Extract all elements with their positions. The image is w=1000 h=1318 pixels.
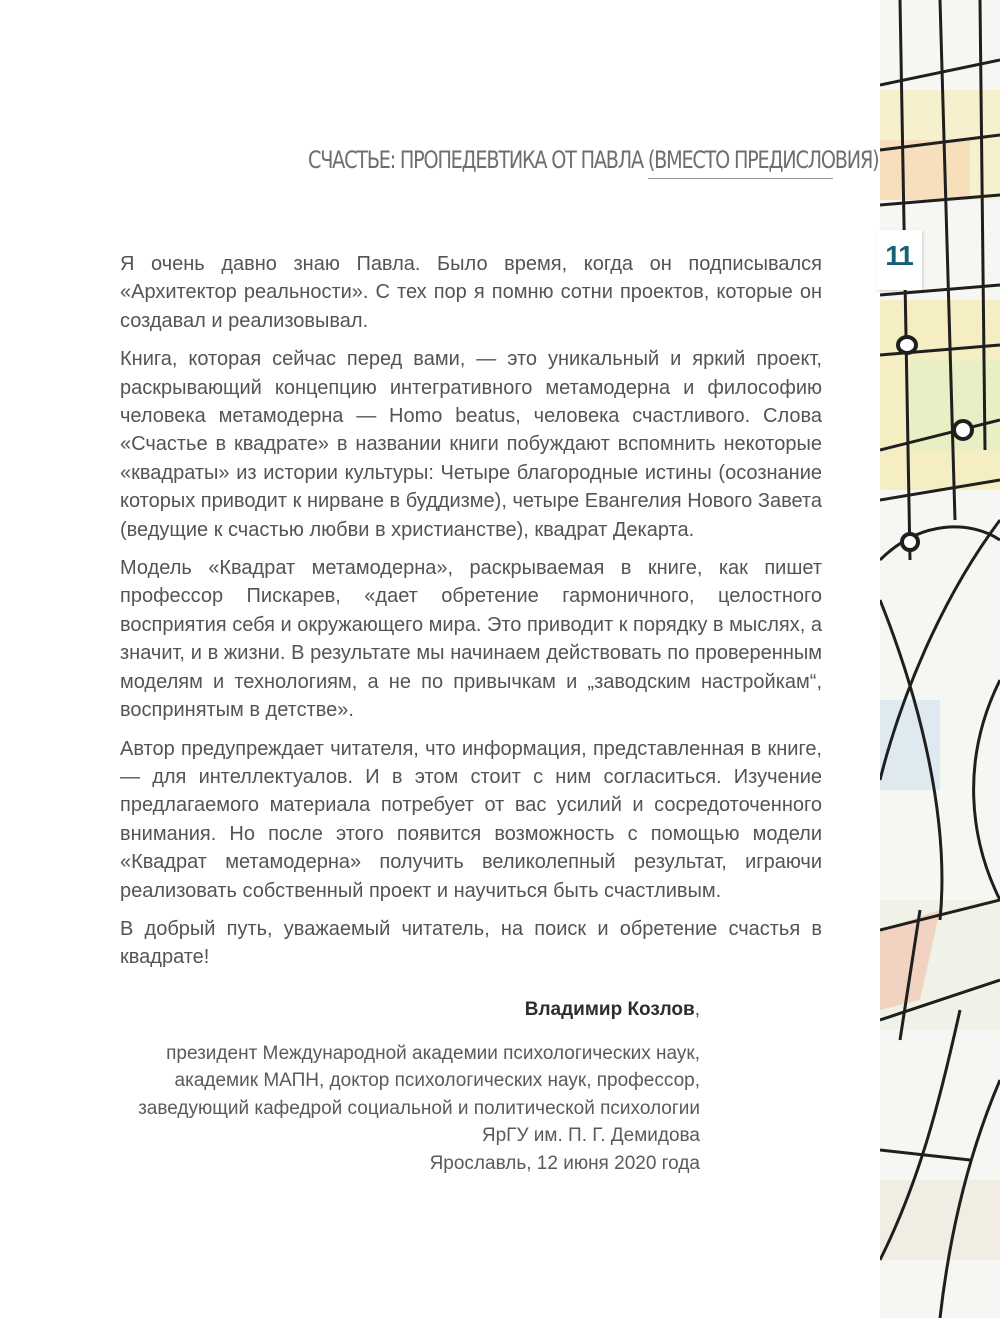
page-number: 11 — [885, 240, 913, 271]
decorative-artwork — [880, 0, 1000, 1318]
credential-line: президент Международной академии психологических наук, — [166, 1042, 700, 1064]
signature-block — [138, 996, 700, 1177]
credential-line: заведующий кафедрой социальной и политической психологии — [138, 1097, 700, 1119]
author-name-comma: , — [694, 999, 700, 1020]
running-header: СЧАСТЬЕ: ПРОПЕДЕВТИКА ОТ ПАВЛА (ВМЕСТО ПРЕДИСЛОВИЯ) — [308, 146, 879, 174]
body-text — [120, 250, 822, 982]
credential-line: академик МАПН, доктор психологических наук, профессор, — [174, 1070, 700, 1091]
paragraph: Модель «Квадрат метамодерна», раскрываемая в книге, как пишет профессор Пискарев, «дает обретение гармоничного, целостного восприятия себя и окружающего мира. Это приводит к порядку в мыслях, а значит, и в жизни. В результате мы начинаем действовать по проверенным моделям и технологиям, а не по привычкам и „заводским настройкам“, воспринятым в детстве». — [120, 557, 822, 722]
credential-line: ЯрГУ им. П. Г. Демидова — [481, 1125, 700, 1146]
paragraph: В добрый путь, уважаемый читатель, на поиск и обретение счастья в квадрате! — [120, 917, 822, 969]
header-underline — [648, 178, 833, 179]
place-date: Ярославль, 12 июня 2020 года — [429, 1152, 700, 1174]
paragraph: Я очень давно знаю Павла. Было время, когда он подписывался «Архитектор реальности». С тех пор я помню сотни проектов, которые он создавал и реализовывал. — [120, 253, 822, 332]
author-name: Владимир Козлов — [524, 999, 695, 1020]
paragraph: Автор предупреждает читателя, что информация, представленная в книге, — для интеллектуалов. И в этом стоит с ним согласиться. Изучение предлагаемого материала потребует от вас усилий и сосредоточенного внимания. Но после этого появится возможность с помощью модели «Квадрат метамодерна» получить великолепный результат, играючи реализовать собственный проект и научиться быть счастливым. — [120, 737, 822, 902]
author-credentials — [138, 1040, 700, 1178]
paragraph: Книга, которая сейчас перед вами, — это уникальный и яркий проект, раскрывающий концепцию интегративного метамодерна и философию человека метамодерна — Homo beatus, человека счастливого. Слова «Счастье в квадрате» в названии книги побуждают вспомнить некоторые «квадраты» из истории культуры: Четыре благородные истины (осознание которых приводит к нирване в буддизме), четыре Евангелия Нового Завета (ведущие к счастью любви в христианстве), квадрат Декарта. — [120, 348, 822, 541]
